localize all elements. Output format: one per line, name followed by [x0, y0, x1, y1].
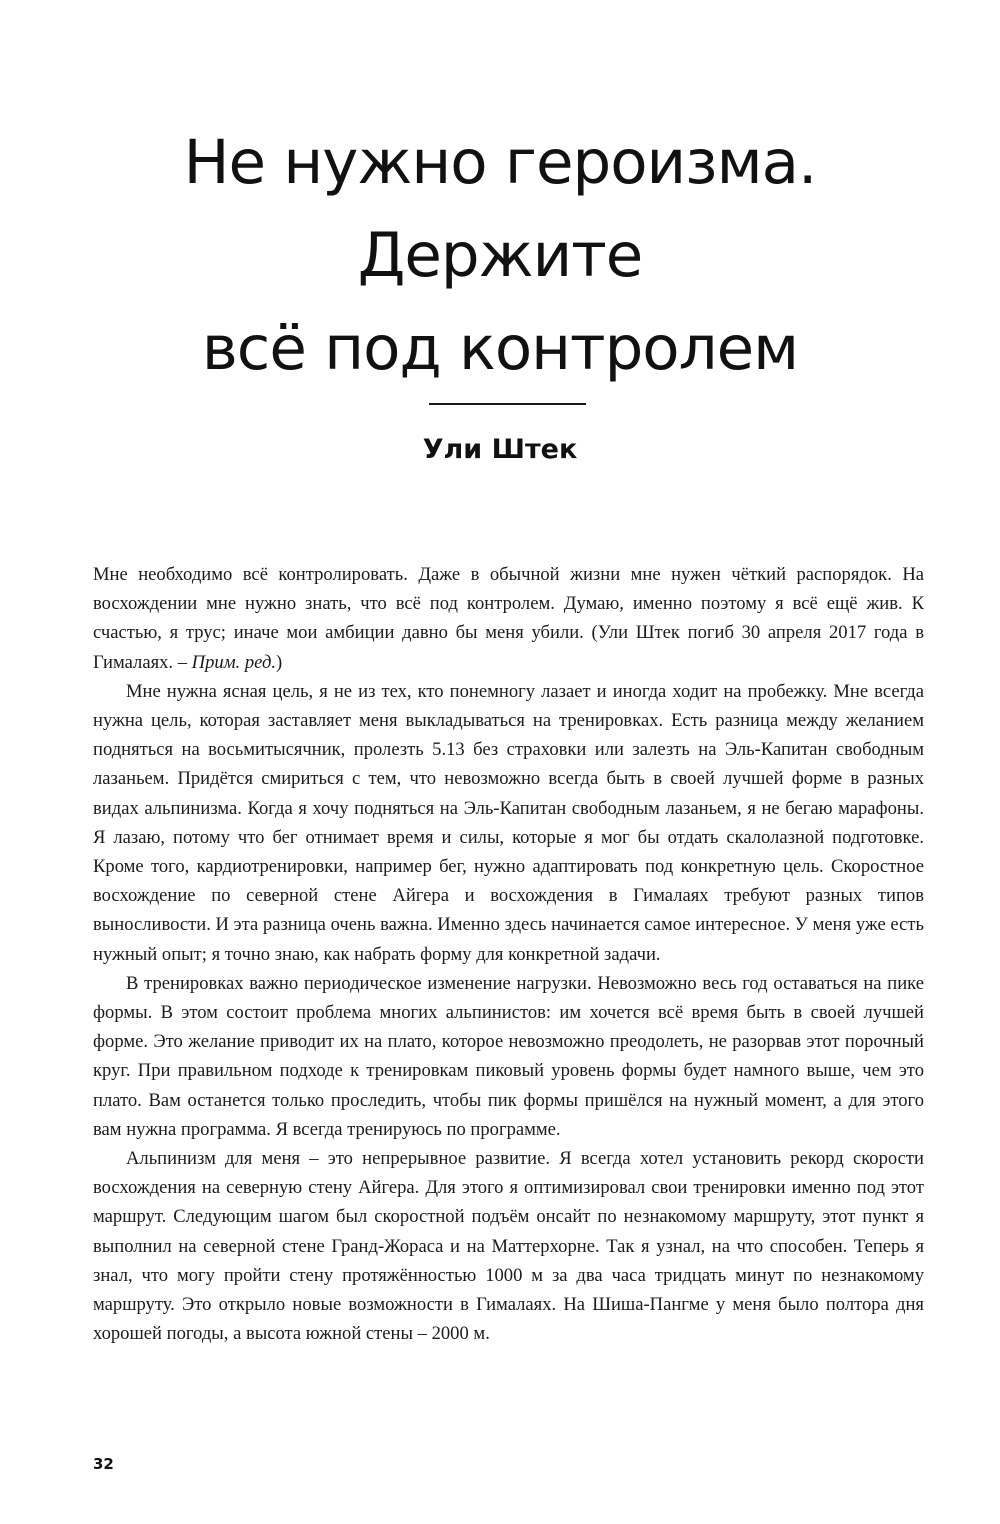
title-divider	[429, 403, 586, 405]
chapter-title-line-3: всё под контролем	[201, 313, 799, 384]
paragraph-1-text: Мне необходимо всё контролировать. Даже в обычной жизни мне нужен чёткий распорядок. На восхождении мне нужно знать, что всё под контролем. Думаю, именно поэтому я всё ещё жив. К счастью, я трус; иначе мои амбиции давно бы меня убили. (Ули Штек погиб 30 апреля 2017 года в Гималаях. –	[93, 564, 924, 673]
body-text	[93, 560, 924, 1348]
editor-note: Прим. ред.	[191, 651, 276, 673]
paragraph-1	[93, 560, 924, 677]
chapter-title	[0, 116, 1000, 395]
chapter-title-line-1: Не нужно героизма.	[183, 127, 817, 198]
author-name: Ули Штек	[422, 434, 578, 465]
page-number: 32	[93, 1455, 114, 1473]
paragraph-3: В тренировках важно периодическое изменение нагрузки. Невозможно весь год оставаться на пике формы. В этом состоит проблема многих альпинистов: им хочется всё время быть в своей лучшей форме. Это желание приводит их на плато, которое невозможно преодолеть, не разорвав этот порочный круг. При правильном подходе к тренировкам пиковый уровень формы будет намного выше, чем это плато. Вам останется только проследить, чтобы пик формы пришёлся на нужный момент, а для этого вам нужна программа. Я всегда тренируюсь по программе.	[93, 972, 924, 1140]
paragraph-2: Мне нужна ясная цель, я не из тех, кто понемногу лазает и иногда ходит на пробежку. Мне всегда нужна цель, которая заставляет меня выкладываться на тренировках. Есть разница между желанием подняться на восьмитысячник, пролезть 5.13 без страховки или залезть на Эль-Капитан свободным лазаньем. Придётся смириться с тем, что невозможно всегда быть в своей лучшей форме в разных видах альпинизма. Когда я хочу подняться на Эль-Капитан свободным лазаньем, я не бегаю марафоны. Я лазаю, потому что бег отнимает время и силы, которые я мог бы отдать скалолазной подготовке. Кроме того, кардиотренировки, например бег, нужно адаптировать под конкретную цель. Скоростное восхождение по северной стене Айгера и восхождения в Гималаях требуют разных типов выносливости. И эта разница очень важна. Именно здесь начинается самое интересное. У меня уже есть нужный опыт; я точно знаю, как набрать форму для конкретной задачи.	[93, 680, 924, 965]
paragraph-4: Альпинизм для меня – это непрерывное развитие. Я всегда хотел установить рекорд скорости восхождения на северную стену Айгера. Для этого я оптимизировал свои тренировки именно под этот маршрут. Следующим шагом был скоростной подъём онсайт по незнакомому маршруту, этот пункт я выполнил на северной стене Гранд-Жораса и на Маттерхорне. Так я узнал, на что способен. Теперь я знал, что могу пройти стену протяжённостью 1000 м за два часа тридцать минут по незнакомому маршруту. Это открыло новые возможности в Гималаях. На Шиша-Пангме у меня было полтора дня хорошей погоды, а высота южной стены – 2000 м.	[93, 1148, 924, 1345]
paragraph-1-tail: )	[276, 651, 283, 673]
chapter-title-line-2: Держите	[357, 220, 643, 291]
